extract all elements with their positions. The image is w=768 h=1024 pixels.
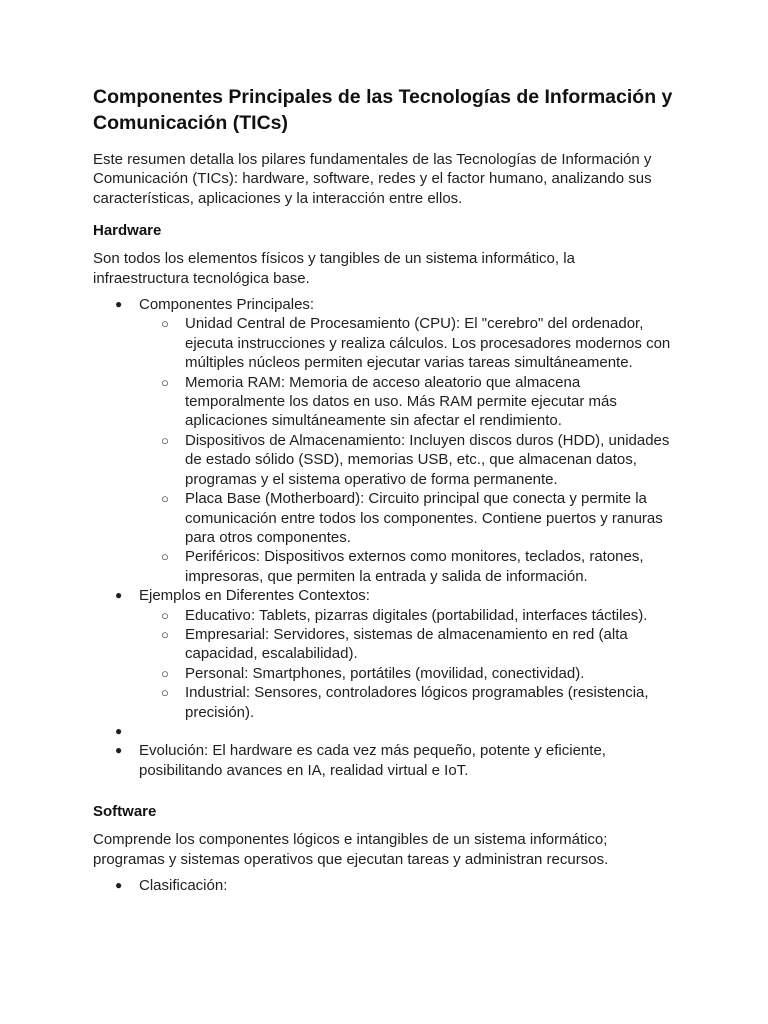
intro-paragraph: Este resumen detalla los pilares fundamentales de las Tecnologías de Información y Comunicación (TICs): hardware, software, redes y el factor humano, analizando sus características, aplicaciones y la interacción entre ellos. xyxy=(93,151,652,207)
component-motherboard: Placa Base (Motherboard): Circuito principal que conecta y permite la comunicación entre todos los componentes. Contiene puertos y ranuras para otros componentes. xyxy=(185,490,663,546)
component-storage: Dispositivos de Almacenamiento: Incluyen discos duros (HDD), unidades de estado sólido (SSD), memorias USB, etc., que almacenan datos, programas y el sistema operativo de forma permanente. xyxy=(185,431,670,488)
bullet-icon: ● xyxy=(115,877,123,892)
component-cpu: Unidad Central de Procesamiento (CPU): El "cerebro" del ordenador, ejecuta instrucciones y realiza cálculos. Los procesadores modernos con múltiples núcleos permiten ejecutar varias tareas simultáneamente. xyxy=(185,315,671,372)
software-list xyxy=(93,876,674,895)
document-title: Componentes Principales de las Tecnologías de Información y Comunicación (TICs) xyxy=(93,86,673,134)
bullet-icon: ● xyxy=(115,588,123,603)
list-item-empty xyxy=(93,722,674,741)
list-item-examples xyxy=(93,586,674,722)
list-item xyxy=(139,431,674,489)
list-item xyxy=(139,664,674,683)
components-sublist xyxy=(139,314,674,586)
sub-bullet-icon: ○ xyxy=(161,626,169,642)
sub-bullet-icon: ○ xyxy=(161,491,169,507)
component-ram: Memoria RAM: Memoria de acceso aleatorio que almacena temporalmente los datos en uso. Más RAM permite ejecutar más aplicaciones simultáneamente sin afectar el rendimiento. xyxy=(185,373,617,430)
hardware-list xyxy=(93,295,674,780)
sub-bullet-icon: ○ xyxy=(161,549,169,565)
examples-label: Ejemplos en Diferentes Contextos: xyxy=(139,587,370,605)
list-item-components xyxy=(93,295,674,586)
list-item xyxy=(139,373,674,431)
sub-bullet-icon: ○ xyxy=(161,607,169,623)
example-educational: Educativo: Tablets, pizarras digitales (portabilidad, interfaces táctiles). xyxy=(185,606,648,624)
component-peripherals: Periféricos: Dispositivos externos como monitores, teclados, ratones, impresoras, que permiten la entrada y salida de información. xyxy=(185,548,644,585)
hardware-description: Son todos los elementos físicos y tangibles de un sistema informático, la infraestructura tecnológica base. xyxy=(93,250,575,287)
hardware-heading: Hardware xyxy=(93,222,162,240)
list-item xyxy=(139,683,674,722)
software-description: Comprende los componentes lógicos e intangibles de un sistema informático; programas y sistemas operativos que ejecutan tareas y administran recursos. xyxy=(93,831,609,868)
sub-bullet-icon: ○ xyxy=(161,685,169,701)
software-heading: Software xyxy=(93,803,157,821)
sub-bullet-icon: ○ xyxy=(161,432,169,448)
sub-bullet-icon: ○ xyxy=(161,665,169,681)
list-item xyxy=(139,489,674,547)
list-item xyxy=(139,547,674,586)
bullet-icon: ● xyxy=(115,723,123,738)
list-item-classification xyxy=(93,876,674,895)
list-item xyxy=(139,625,674,664)
sub-bullet-icon: ○ xyxy=(161,374,169,390)
bullet-icon: ● xyxy=(115,743,123,758)
example-business: Empresarial: Servidores, sistemas de almacenamiento en red (alta capacidad, escalabilidad). xyxy=(185,625,628,663)
example-personal: Personal: Smartphones, portátiles (movilidad, conectividad). xyxy=(185,664,585,682)
evolution-text: Evolución: El hardware es cada vez más pequeño, potente y eficiente, posibilitando avances en IA, realidad virtual e IoT. xyxy=(139,742,606,779)
list-item xyxy=(139,606,674,625)
list-item-evolution xyxy=(93,741,674,780)
bullet-icon: ● xyxy=(115,297,123,312)
examples-sublist xyxy=(139,606,674,722)
classification-label: Clasificación: xyxy=(139,876,228,894)
sub-bullet-icon: ○ xyxy=(161,316,169,332)
components-label: Componentes Principales: xyxy=(139,296,315,314)
example-industrial: Industrial: Sensores, controladores lógicos programables (resistencia, precisión). xyxy=(185,684,649,721)
list-item xyxy=(139,314,674,372)
